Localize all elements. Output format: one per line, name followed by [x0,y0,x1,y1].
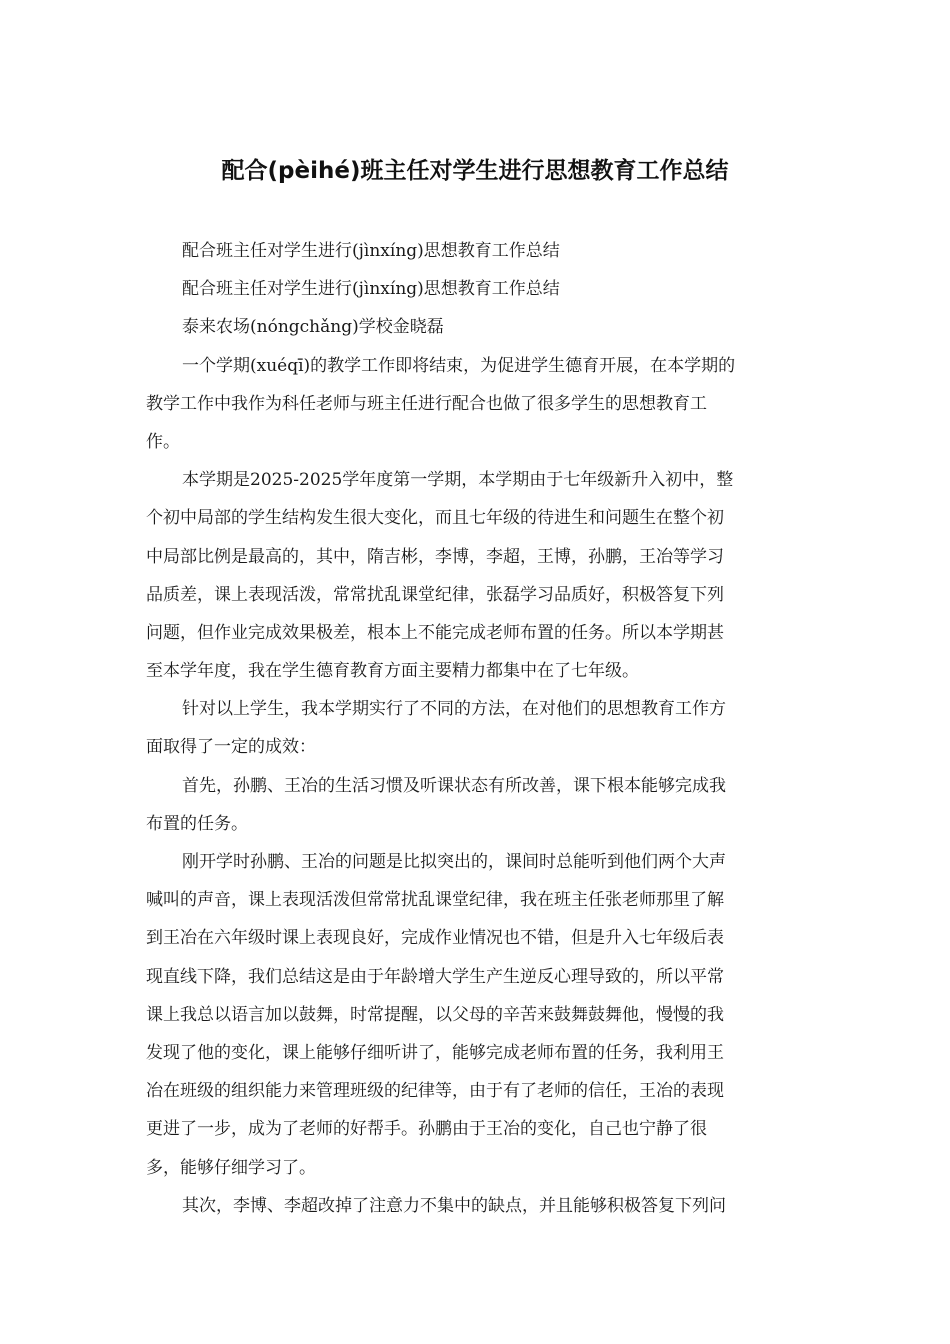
text-line: 面取得了一定的成效： [146,737,316,758]
text-line: 首先，孙鹏、王冶的生活习惯及听课状态有所改善，课下根本能够完成我 [182,775,726,796]
text-line: 现直线下降，我们总结这是由于年龄增大学生产生逆反心理导致的，所以平常 [146,966,724,987]
text-line: 到王冶在六年级时课上表现良好，完成作业情况也不错，但是升入七年级后表 [146,928,724,949]
document-body [146,232,806,1225]
text-line: 本学期是2025-2025学年度第一学期，本学期由于七年级新升入初中，整 [182,470,734,491]
document-title: 配合(pèihé)班主任对学生进行思想教育工作总结 [221,158,729,184]
text-line: 布置的任务。 [146,813,248,834]
text-line: 配合班主任对学生进行(jìnxíng)思想教育工作总结 [182,279,560,300]
text-line: 针对以上学生，我本学期实行了不同的方法，在对他们的思想教育工作方 [182,699,726,720]
text-line: 发现了他的变化，课上能够仔细听讲了，能够完成老师布置的任务，我利用王 [146,1042,724,1063]
text-line: 冶在班级的组织能力来管理班级的纪律等，由于有了老师的信任，王冶的表现 [146,1081,724,1102]
text-line: 一个学期(xuéqī)的教学工作即将结束，为促进学生德育开展，在本学期的 [182,355,736,376]
text-line: 刚开学时孙鹏、王冶的问题是比拟突出的，课间时总能听到他们两个大声 [182,852,726,872]
text-line: 作。 [146,431,180,452]
text-line: 问题，但作业完成效果极差，根本上不能完成老师布置的任务。所以本学期甚 [146,622,724,643]
text-line: 多，能够仔细学习了。 [146,1157,316,1178]
text-line: 个初中局部的学生结构发生很大变化，而且七年级的待进生和问题生在整个初 [146,508,724,529]
text-line: 其次，李博、李超改掉了注意力不集中的缺点，并且能够积极答复下列问 [182,1195,726,1216]
text-line: 喊叫的声音，课上表现活泼但常常扰乱课堂纪律，我在班主任张老师那里了解 [146,890,724,911]
text-line: 泰来农场(nóngchǎng)学校金晓磊 [182,317,444,338]
text-line: 配合班主任对学生进行(jìnxíng)思想教育工作总结 [182,241,560,261]
text-line: 教学工作中我作为科任老师与班主任进行配合也做了很多学生的思想教育工 [146,393,707,414]
text-line: 更进了一步，成为了老师的好帮手。孙鹏由于王冶的变化，自己也宁静了很 [146,1119,707,1140]
text-line: 课上我总以语言加以鼓舞，时常提醒，以父母的辛苦来鼓舞鼓舞他，慢慢的我 [146,1004,724,1025]
text-line: 至本学年度，我在学生德育教育方面主要精力都集中在了七年级。 [146,661,639,682]
text-line: 中局部比例是最高的，其中，隋吉彬，李博，李超，王博，孙鹏，王冶等学习 [146,546,724,567]
text-line: 品质差，课上表现活泼，常常扰乱课堂纪律，张磊学习品质好，积极答复下列 [146,584,724,605]
